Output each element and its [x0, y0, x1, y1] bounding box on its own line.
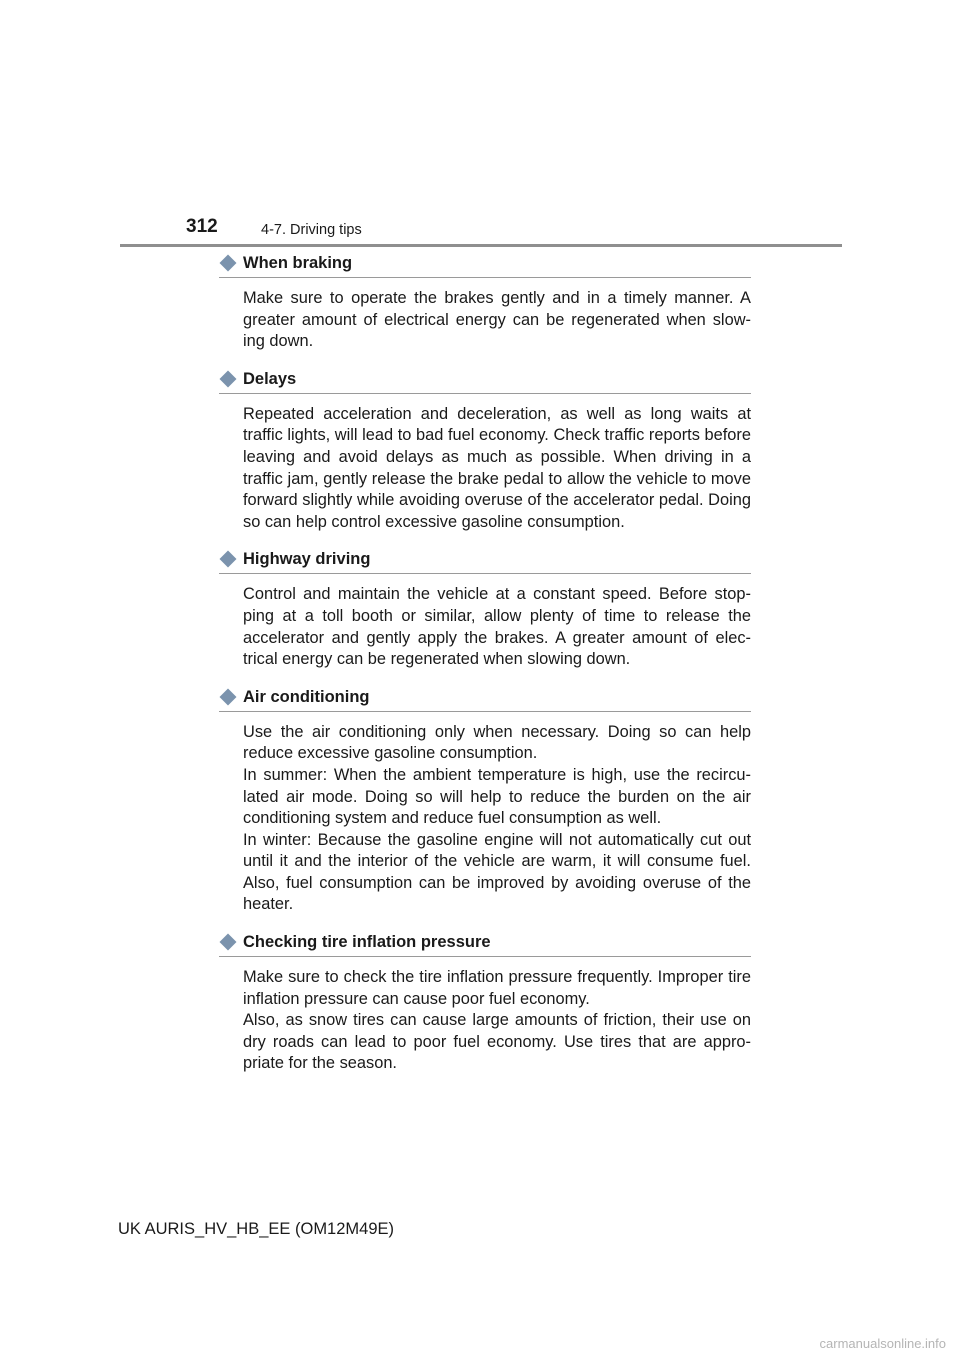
section-body [243, 967, 751, 1075]
section [219, 253, 751, 353]
page-header [0, 0, 960, 250]
section [219, 369, 751, 534]
section-body [243, 404, 751, 534]
diamond-bullet-icon [220, 551, 237, 568]
section-heading: Highway driving [243, 550, 371, 569]
section-heading: Delays [243, 369, 297, 388]
section-body [243, 722, 751, 916]
paragraph: In winter: Because the gasoline engine will not automatically cut out until it and the interior of the vehicle are warm, it will consume fuel. Also, fuel consumption can be improved by avoiding overuse of the heater. [243, 830, 751, 914]
section-heading-row [219, 549, 751, 574]
section-body [243, 288, 751, 353]
header-rule [120, 244, 842, 247]
paragraph: Make sure to check the tire inflation pressure frequently. Improper tire inflation pressure can cause poor fuel economy. [243, 968, 751, 1008]
watermark: carmanualsonline.info [819, 1336, 946, 1351]
diamond-bullet-icon [220, 370, 237, 387]
section [219, 932, 751, 1075]
section-body [243, 584, 751, 670]
paragraph: Control and maintain the vehicle at a constant speed. Before stop-ping at a toll booth or similar, allow plenty of time to release the accelerator and gently apply the brakes. A greater amount of elec-trical energy can be regenerated when slowing down. [243, 585, 751, 669]
section [219, 549, 751, 670]
section-heading: Air conditioning [243, 687, 370, 706]
section-heading-row [219, 253, 751, 278]
section-heading-row [219, 687, 751, 712]
section-heading: When braking [243, 254, 353, 272]
paragraph: Also, as snow tires can cause large amounts of friction, their use on dry roads can lead to poor fuel economy. Use tires that are appro-priate for the season. [243, 1011, 751, 1073]
section-heading: Checking tire inflation pressure [243, 933, 491, 952]
paragraph: Make sure to operate the brakes gently and in a timely manner. A greater amount of electrical energy can be regenerated when slow-ing down. [243, 289, 751, 351]
paragraph: Repeated acceleration and deceleration, as well as long waits at traffic lights, will lead to bad fuel economy. Check traffic reports before leaving and avoid delays as much as possible. When driving in a traffic jam, gently release the brake pedal to allow the vehicle to move forward slightly while avoiding overuse of the accelerator pedal. Doing so can help control excessive gasoline consumption. [243, 404, 751, 531]
main-content [219, 253, 751, 1091]
section-heading-row [219, 932, 751, 957]
section-title: 4-7. Driving tips [261, 222, 362, 238]
section [219, 687, 751, 916]
paragraph: Use the air conditioning only when necessary. Doing so can help reduce excessive gasoline consumption. [243, 722, 751, 763]
section-heading-row [219, 369, 751, 394]
footer-model-code: UK AURIS_HV_HB_EE (OM12M49E) [118, 1220, 395, 1238]
diamond-bullet-icon [220, 688, 237, 705]
paragraph: In summer: When the ambient temperature is high, use the recircu-lated air mode. Doing so will help to reduce the burden on the air conditioning system and reduce fuel consumption as well. [243, 765, 751, 828]
diamond-bullet-icon [220, 255, 237, 272]
page-number: 312 [186, 216, 218, 237]
diamond-bullet-icon [220, 934, 237, 951]
